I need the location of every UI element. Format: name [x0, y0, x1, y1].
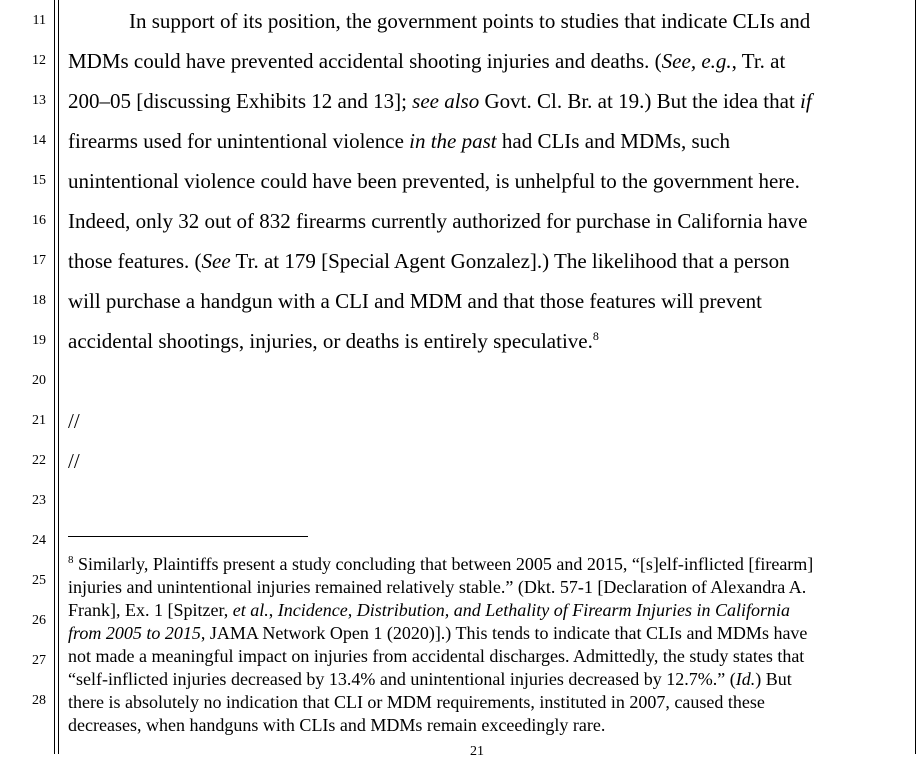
body-line	[68, 248, 790, 274]
text-run: see also	[412, 89, 480, 113]
body-line	[68, 408, 80, 434]
text-run: Frank], Ex. 1 [Spitzer,	[68, 600, 233, 620]
line-number: 25	[32, 573, 46, 588]
text-run: had CLIs and MDMs, such	[496, 129, 730, 153]
page-number: 21	[470, 744, 484, 759]
text-run: //	[68, 409, 80, 433]
text-run: there is absolutely no indication that CLI or MDM requirements, instituted in 2007, caused these	[68, 692, 765, 712]
body-line	[68, 328, 599, 357]
text-run: 200–05 [discussing Exhibits 12 and 13];	[68, 89, 413, 113]
left-margin-rule-outer	[54, 0, 55, 754]
text-run: decreases, when handguns with CLIs and MDMs remain exceedingly rare.	[68, 715, 606, 735]
body-line	[68, 88, 812, 114]
footnote-line	[68, 714, 605, 736]
footnote-line	[68, 622, 807, 644]
text-run: See	[201, 249, 231, 273]
line-number: 23	[32, 493, 46, 508]
body-line	[68, 208, 807, 234]
line-number: 26	[32, 613, 46, 628]
text-run: Indeed, only 32 out of 832 firearms currently authorized for purchase in California have	[68, 209, 808, 233]
line-number: 19	[32, 333, 46, 348]
footnote-line	[68, 645, 804, 667]
text-run: Id.	[735, 669, 756, 689]
body-line	[68, 448, 80, 474]
text-run: //	[68, 449, 80, 473]
line-number: 14	[32, 133, 46, 148]
left-margin-rule-inner	[58, 0, 59, 754]
line-number: 21	[32, 413, 46, 428]
footnote-line	[68, 576, 806, 598]
text-run: ,	[268, 600, 278, 620]
text-run: firearms used for unintentional violence	[68, 129, 410, 153]
text-run: See, e.g.	[661, 49, 732, 73]
line-number: 13	[32, 93, 46, 108]
text-run: Incidence, Distribution, and Lethality of Firearm Injuries in California	[277, 600, 791, 620]
text-run: accidental shootings, injuries, or deaths is entirely speculative.	[68, 329, 593, 353]
body-line	[68, 48, 785, 74]
right-margin-rule	[915, 0, 916, 754]
footnote-separator	[68, 536, 308, 537]
footnote-line	[68, 668, 792, 690]
body-line	[68, 168, 800, 194]
text-run: in the past	[409, 129, 497, 153]
line-number: 27	[32, 653, 46, 668]
footnote-marker: 8	[592, 329, 599, 343]
line-number: 16	[32, 213, 46, 228]
line-number: 11	[32, 13, 46, 28]
text-run: unintentional violence could have been prevented, is unhelpful to the government here.	[68, 169, 800, 193]
footnote-line	[68, 691, 765, 713]
body-line	[68, 288, 762, 314]
text-run: , Tr. at	[731, 49, 786, 73]
line-number: 28	[32, 693, 46, 708]
line-number: 20	[32, 373, 46, 388]
text-run: Similarly, Plaintiffs present a study concluding that between 2005 and 2015, “[s]elf-inflicted [firearm]	[73, 554, 814, 574]
text-run: Govt. Cl. Br. at 19.) But the idea that	[479, 89, 801, 113]
text-run: not made a meaningful impact on injuries from accidental discharges. Admittedly, the study states that	[68, 646, 805, 666]
text-run: Tr. at 179 [Special Agent Gonzalez].) The likelihood that a person	[230, 249, 790, 273]
line-number: 24	[32, 533, 46, 548]
line-number: 12	[32, 53, 46, 68]
text-run: those features. (	[68, 249, 202, 273]
text-run: MDMs could have prevented accidental shooting injuries and deaths. (	[68, 49, 662, 73]
text-run: In support of its position, the government points to studies that indicate CLIs and	[129, 9, 811, 33]
line-number: 18	[32, 293, 46, 308]
line-number: 17	[32, 253, 46, 268]
body-line	[68, 128, 730, 154]
text-run: , JAMA Network Open 1 (2020)].) This tends to indicate that CLIs and MDMs have	[200, 623, 808, 643]
text-run: ) But	[755, 669, 792, 689]
text-run: from 2005 to 2015	[68, 623, 201, 643]
footnote-line	[68, 599, 790, 621]
footnote-marker: 8	[68, 554, 74, 566]
line-number: 15	[32, 173, 46, 188]
text-run: et al.	[232, 600, 269, 620]
body-line	[129, 8, 810, 34]
text-run: injuries and unintentional injuries remained relatively stable.” (Dkt. 57-1 [Declaration of Alexandra A.	[68, 577, 807, 597]
footnote-line	[68, 553, 813, 578]
text-run: “self-inflicted injuries decreased by 13.4% and unintentional injuries decreased by 12.7%.” (	[68, 669, 736, 689]
line-number: 22	[32, 453, 46, 468]
text-run: will purchase a handgun with a CLI and MDM and that those features will prevent	[68, 289, 762, 313]
text-run: if	[800, 89, 812, 113]
